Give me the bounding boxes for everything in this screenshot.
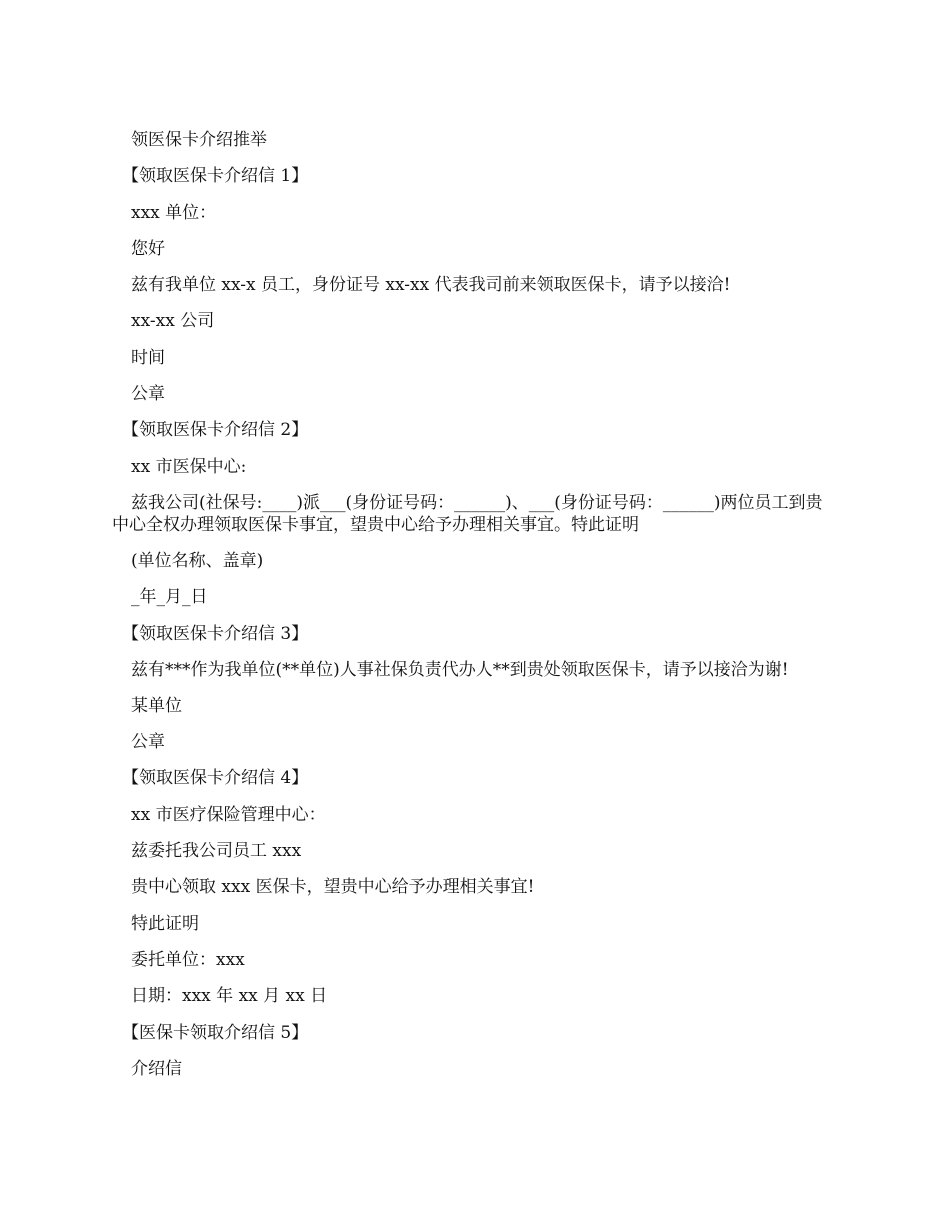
letter-1-recipient: xxx 单位： [131,202,217,223]
letter-3-seal: 公章 [131,732,165,753]
letter-1-seal: 公章 [131,384,165,405]
letter-4-heading: 【领取医保卡介绍信 4】 [122,768,309,789]
letter-4-date: 日期：xxx 年 xx 月 xx 日 [131,986,328,1007]
letter-4-client: 委托单位：xxx [131,949,245,970]
letter-4-line-2: 贵中心领取 xxx 医保卡，望贵中心给予办理相关事宜! [131,877,535,898]
letter-2-recipient: xx 市医保中心: [131,456,247,477]
letter-1-body: 兹有我单位 xx-x 员工，身份证号 xx-xx 代表我司前来领取医保卡，请予以接洽! [131,275,731,296]
document-title: 领医保卡介绍推举 [131,130,267,150]
letter-1-company: xx-xx 公司 [131,311,215,332]
letter-3-company: 某单位 [131,695,182,716]
document-body [112,122,831,1087]
letter-5-title: 介绍信 [131,1058,182,1079]
letter-2-heading: 【领取医保卡介绍信 2】 [122,420,309,441]
letter-2-body: 兹我公司(社保号:____)派___(身份证号码：______)、___(身份证号码：______)两位员工到贵中心全权办理领取医保卡事宜，望贵中心给予办理相关事宜。特此证明 [112,492,823,535]
letter-1-greeting: 您好 [131,238,165,259]
letter-2-signature: (单位名称、盖章) [131,550,264,571]
letter-3-body: 兹有***作为我单位(**单位)人事社保负责代办人**到贵处领取医保卡，请予以接洽为谢! [131,659,789,680]
letter-2-date: _年_月_日 [131,587,208,608]
letter-4-line-3: 特此证明 [131,913,199,934]
letter-1-date: 时间 [131,347,165,368]
letter-4-recipient: xx 市医疗保险管理中心： [131,804,326,825]
letter-4-line-1: 兹委托我公司员工 xxx [131,841,302,862]
letter-1-heading: 【领取医保卡介绍信 1】 [122,166,309,187]
letter-5-heading: 【医保卡领取介绍信 5】 [122,1022,309,1043]
letter-3-heading: 【领取医保卡介绍信 3】 [122,623,309,644]
